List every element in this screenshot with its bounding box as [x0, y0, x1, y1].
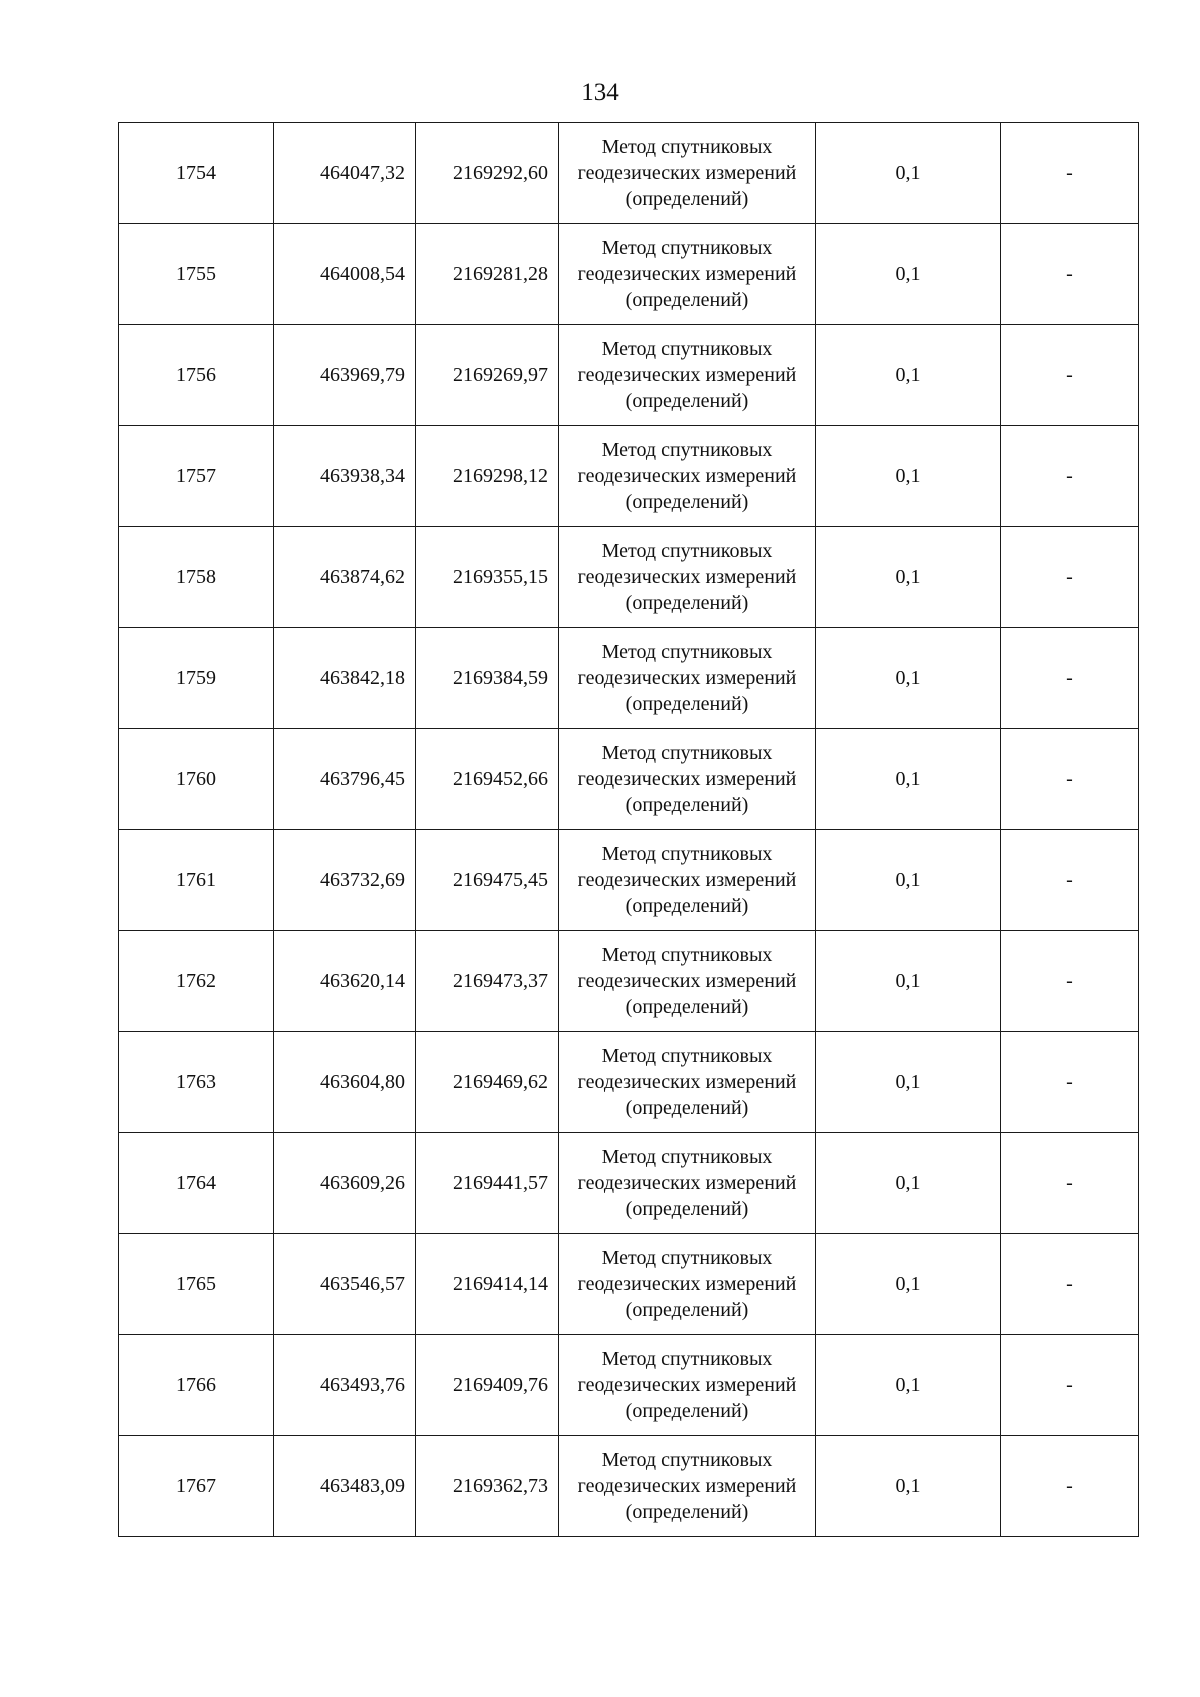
x-coordinate-cell: 463493,76 [274, 1335, 416, 1436]
description-cell: - [1001, 224, 1139, 325]
description-cell: - [1001, 325, 1139, 426]
x-coordinate-cell: 463874,62 [274, 527, 416, 628]
point-number-cell: 1762 [119, 931, 274, 1032]
point-number-cell: 1759 [119, 628, 274, 729]
method-line-1: Метод спутниковых [601, 540, 773, 562]
y-coordinate-cell: 2169355,15 [416, 527, 559, 628]
table-row [119, 1436, 1139, 1537]
point-number-cell: 1755 [119, 224, 274, 325]
accuracy-cell: 0,1 [816, 729, 1001, 830]
x-coordinate-cell: 464008,54 [274, 224, 416, 325]
method-line-2: геодезических измерений [577, 1172, 797, 1194]
x-coordinate-cell: 463969,79 [274, 325, 416, 426]
table-row [119, 426, 1139, 527]
table-row [119, 830, 1139, 931]
method-line-3: (определений) [625, 693, 749, 715]
page-number: 134 [581, 79, 619, 106]
method-cell [559, 628, 816, 729]
y-coordinate-cell: 2169452,66 [416, 729, 559, 830]
method-cell [559, 1032, 816, 1133]
description-cell: - [1001, 426, 1139, 527]
y-coordinate-cell: 2169409,76 [416, 1335, 559, 1436]
y-coordinate-cell: 2169414,14 [416, 1234, 559, 1335]
accuracy-cell: 0,1 [816, 1133, 1001, 1234]
accuracy-cell: 0,1 [816, 527, 1001, 628]
method-line-2: геодезических измерений [577, 869, 797, 891]
method-line-2: геодезических измерений [577, 364, 797, 386]
method-line-2: геодезических измерений [577, 566, 797, 588]
x-coordinate-cell: 463604,80 [274, 1032, 416, 1133]
method-line-3: (определений) [625, 491, 749, 513]
point-number-cell: 1754 [119, 123, 274, 224]
x-coordinate-cell: 463796,45 [274, 729, 416, 830]
method-line-1: Метод спутниковых [601, 1146, 773, 1168]
method-line-1: Метод спутниковых [601, 136, 773, 158]
method-cell [559, 1133, 816, 1234]
accuracy-cell: 0,1 [816, 1234, 1001, 1335]
accuracy-cell: 0,1 [816, 1032, 1001, 1133]
method-line-1: Метод спутниковых [601, 237, 773, 259]
y-coordinate-cell: 2169384,59 [416, 628, 559, 729]
x-coordinate-cell: 463483,09 [274, 1436, 416, 1537]
description-cell: - [1001, 628, 1139, 729]
method-line-1: Метод спутниковых [601, 641, 773, 663]
description-cell: - [1001, 830, 1139, 931]
description-cell: - [1001, 527, 1139, 628]
accuracy-cell: 0,1 [816, 931, 1001, 1032]
method-line-3: (определений) [625, 1501, 749, 1523]
table-row [119, 628, 1139, 729]
method-line-2: геодезических измерений [577, 1475, 797, 1497]
coordinates-table [118, 122, 1139, 1537]
method-line-3: (определений) [625, 592, 749, 614]
method-line-1: Метод спутниковых [601, 944, 773, 966]
point-number-cell: 1765 [119, 1234, 274, 1335]
point-number-cell: 1764 [119, 1133, 274, 1234]
description-cell: - [1001, 1133, 1139, 1234]
method-line-3: (определений) [625, 390, 749, 412]
description-cell: - [1001, 1234, 1139, 1335]
method-cell [559, 123, 816, 224]
description-cell: - [1001, 1436, 1139, 1537]
table-row [119, 1335, 1139, 1436]
y-coordinate-cell: 2169475,45 [416, 830, 559, 931]
y-coordinate-cell: 2169469,62 [416, 1032, 559, 1133]
y-coordinate-cell: 2169362,73 [416, 1436, 559, 1537]
method-cell [559, 1436, 816, 1537]
table-row [119, 1234, 1139, 1335]
point-number-cell: 1767 [119, 1436, 274, 1537]
method-line-3: (определений) [625, 1299, 749, 1321]
method-line-2: геодезических измерений [577, 667, 797, 689]
method-line-1: Метод спутниковых [601, 338, 773, 360]
accuracy-cell: 0,1 [816, 325, 1001, 426]
method-line-3: (определений) [625, 188, 749, 210]
x-coordinate-cell: 463546,57 [274, 1234, 416, 1335]
accuracy-cell: 0,1 [816, 1335, 1001, 1436]
description-cell: - [1001, 931, 1139, 1032]
method-line-2: геодезических измерений [577, 768, 797, 790]
method-line-3: (определений) [625, 289, 749, 311]
table-row [119, 527, 1139, 628]
accuracy-cell: 0,1 [816, 1436, 1001, 1537]
method-cell [559, 1234, 816, 1335]
coordinates-table-body [119, 123, 1139, 1537]
accuracy-cell: 0,1 [816, 123, 1001, 224]
table-row [119, 123, 1139, 224]
point-number-cell: 1758 [119, 527, 274, 628]
method-line-1: Метод спутниковых [601, 1449, 773, 1471]
accuracy-cell: 0,1 [816, 830, 1001, 931]
method-cell [559, 426, 816, 527]
description-cell: - [1001, 1335, 1139, 1436]
x-coordinate-cell: 463938,34 [274, 426, 416, 527]
y-coordinate-cell: 2169269,97 [416, 325, 559, 426]
table-row [119, 325, 1139, 426]
table-row [119, 224, 1139, 325]
y-coordinate-cell: 2169292,60 [416, 123, 559, 224]
accuracy-cell: 0,1 [816, 628, 1001, 729]
method-line-1: Метод спутниковых [601, 1348, 773, 1370]
description-cell: - [1001, 729, 1139, 830]
x-coordinate-cell: 463732,69 [274, 830, 416, 931]
method-line-2: геодезических измерений [577, 1273, 797, 1295]
y-coordinate-cell: 2169473,37 [416, 931, 559, 1032]
method-line-3: (определений) [625, 1400, 749, 1422]
method-line-1: Метод спутниковых [601, 742, 773, 764]
x-coordinate-cell: 464047,32 [274, 123, 416, 224]
method-line-2: геодезических измерений [577, 263, 797, 285]
point-number-cell: 1766 [119, 1335, 274, 1436]
y-coordinate-cell: 2169441,57 [416, 1133, 559, 1234]
method-cell [559, 830, 816, 931]
method-line-2: геодезических измерений [577, 162, 797, 184]
accuracy-cell: 0,1 [816, 224, 1001, 325]
method-cell [559, 1335, 816, 1436]
table-row [119, 1032, 1139, 1133]
method-cell [559, 224, 816, 325]
point-number-cell: 1760 [119, 729, 274, 830]
description-cell: - [1001, 1032, 1139, 1133]
method-line-3: (определений) [625, 1097, 749, 1119]
method-line-2: геодезических измерений [577, 1071, 797, 1093]
point-number-cell: 1761 [119, 830, 274, 931]
method-line-1: Метод спутниковых [601, 439, 773, 461]
x-coordinate-cell: 463609,26 [274, 1133, 416, 1234]
method-line-3: (определений) [625, 794, 749, 816]
description-cell: - [1001, 123, 1139, 224]
point-number-cell: 1756 [119, 325, 274, 426]
point-number-cell: 1757 [119, 426, 274, 527]
y-coordinate-cell: 2169281,28 [416, 224, 559, 325]
x-coordinate-cell: 463842,18 [274, 628, 416, 729]
table-row [119, 931, 1139, 1032]
x-coordinate-cell: 463620,14 [274, 931, 416, 1032]
method-line-2: геодезических измерений [577, 1374, 797, 1396]
method-line-1: Метод спутниковых [601, 1045, 773, 1067]
method-line-2: геодезических измерений [577, 465, 797, 487]
method-cell [559, 527, 816, 628]
point-number-cell: 1763 [119, 1032, 274, 1133]
method-line-2: геодезических измерений [577, 970, 797, 992]
method-cell [559, 325, 816, 426]
method-cell [559, 729, 816, 830]
accuracy-cell: 0,1 [816, 426, 1001, 527]
table-row [119, 729, 1139, 830]
method-line-3: (определений) [625, 996, 749, 1018]
method-cell [559, 931, 816, 1032]
method-line-1: Метод спутниковых [601, 1247, 773, 1269]
y-coordinate-cell: 2169298,12 [416, 426, 559, 527]
method-line-1: Метод спутниковых [601, 843, 773, 865]
table-row [119, 1133, 1139, 1234]
method-line-3: (определений) [625, 1198, 749, 1220]
method-line-3: (определений) [625, 895, 749, 917]
